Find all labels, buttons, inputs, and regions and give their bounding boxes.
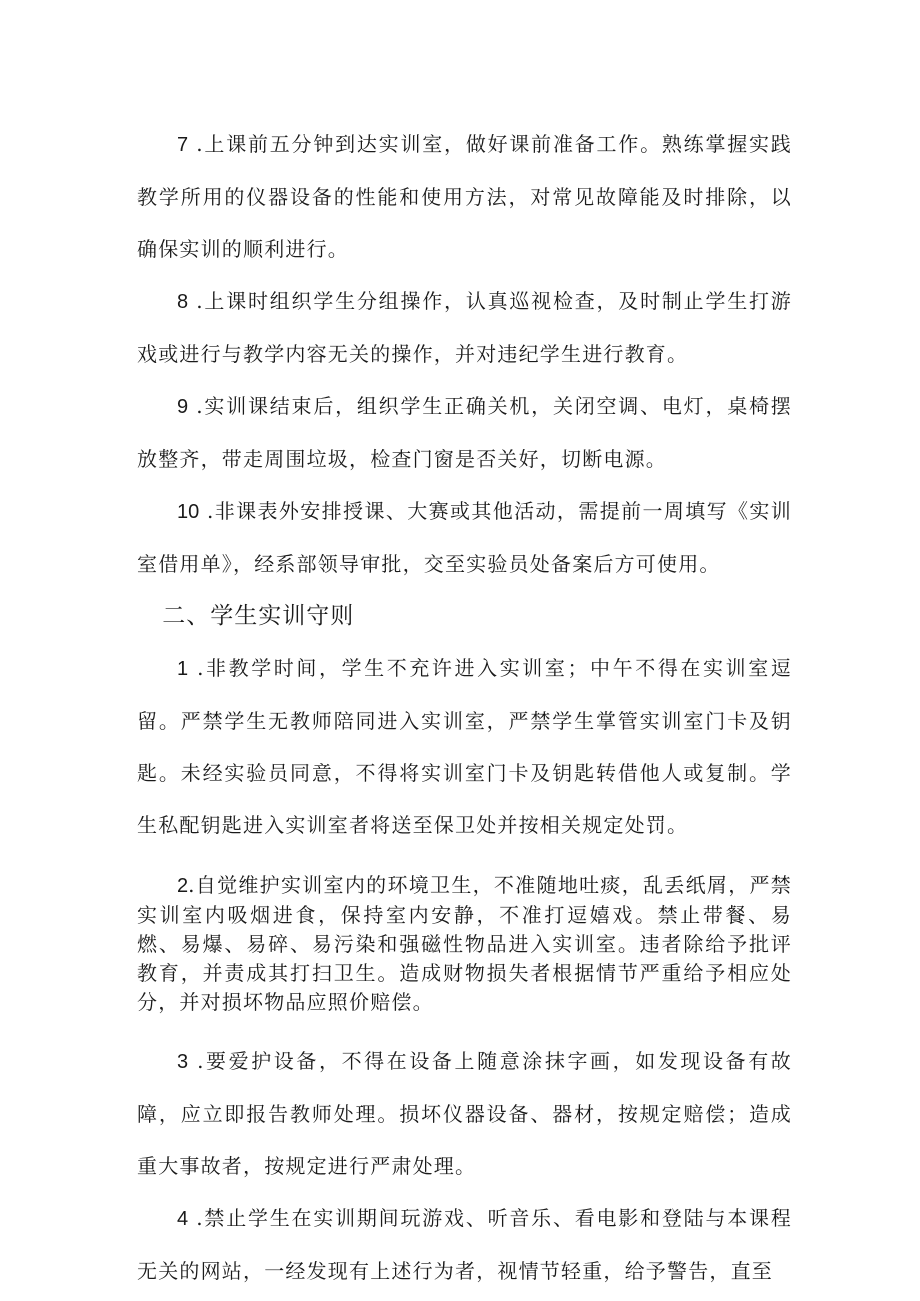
rule-text: .非课表外安排授课、大赛或其他活动，需提前一周填写《实训室借用单》，经系部领导审批，交至实验员处备案后方可使用。 <box>137 499 792 576</box>
student-rule-1 <box>137 642 792 851</box>
rule-text: .上课前五分钟到达实训室，做好课前准备工作。熟练掌握实践教学所用的仪器设备的性能和使用方法，对常见故障能及时排除，以确保实训的顺利进行。 <box>137 132 792 261</box>
student-rule-3 <box>137 1035 792 1192</box>
rule-number: 7 <box>177 134 189 156</box>
rule-text: .上课时组织学生分组操作，认真巡视检查，及时制止学生打游戏或进行与教学内容无关的操作，并对违纪学生进行教育。 <box>137 289 792 366</box>
rule-item-10 <box>137 485 792 590</box>
rule-item-8 <box>137 275 792 380</box>
rule-number: 4 <box>177 1208 189 1230</box>
rule-text: .要爱护设备，不得在设备上随意涂抹字画，如发现设备有故障，应立即报告教师处理。损坏仪器设备、器材，按规定赔偿；造成重大事故者，按规定进行严肃处理。 <box>137 1049 792 1178</box>
rule-item-9 <box>137 380 792 485</box>
student-rule-4 <box>137 1192 792 1297</box>
rule-number: 8 <box>177 291 189 313</box>
rule-number: 3 <box>177 1051 189 1073</box>
document-page <box>137 118 792 1297</box>
rule-text: .禁止学生在实训期间玩游戏、听音乐、看电影和登陆与本课程无关的网站，一经发现有上述行为者，视情节轻重，给予警告，直至 <box>137 1206 792 1283</box>
rule-text: .非教学时间，学生不充许进入实训室；中午不得在实训室逗留。严禁学生无教师陪同进入实训室，严禁学生掌管实训室门卡及钥匙。未经实验员同意，不得将实训室门卡及钥匙转借他人或复制。学生私配钥匙进入实训室者将送至保卫处并按相关规定处罚。 <box>137 656 792 837</box>
rule-item-7 <box>137 118 792 275</box>
rule-text: .实训课结束后，组织学生正确关机，关闭空调、电灯，桌椅摆放整齐，带走周围垃圾，检查门窗是否关好，切断电源。 <box>137 394 792 471</box>
rule-number: 10 <box>177 501 200 523</box>
rule-number: 1 <box>177 658 189 680</box>
rule-number: 9 <box>177 396 189 418</box>
section-heading: 二、学生实训守则 <box>162 603 355 629</box>
rule-text: .自觉维护实训室内的环境卫生，不准随地吐痰，乱丢纸屑，严禁实训室内吸烟进食，保持室内安静，不准打逗嬉戏。禁止带餐、易燃、易爆、易碎、易污染和强磁性物品进入实训室。违者除给予批评教育，并责成其打扫卫生。造成财物损失者根据情节严重给予相应处分，并对损坏物品应照价赔偿。 <box>137 873 792 1014</box>
student-rule-2 <box>137 871 792 1017</box>
rule-number: 2 <box>177 875 189 897</box>
